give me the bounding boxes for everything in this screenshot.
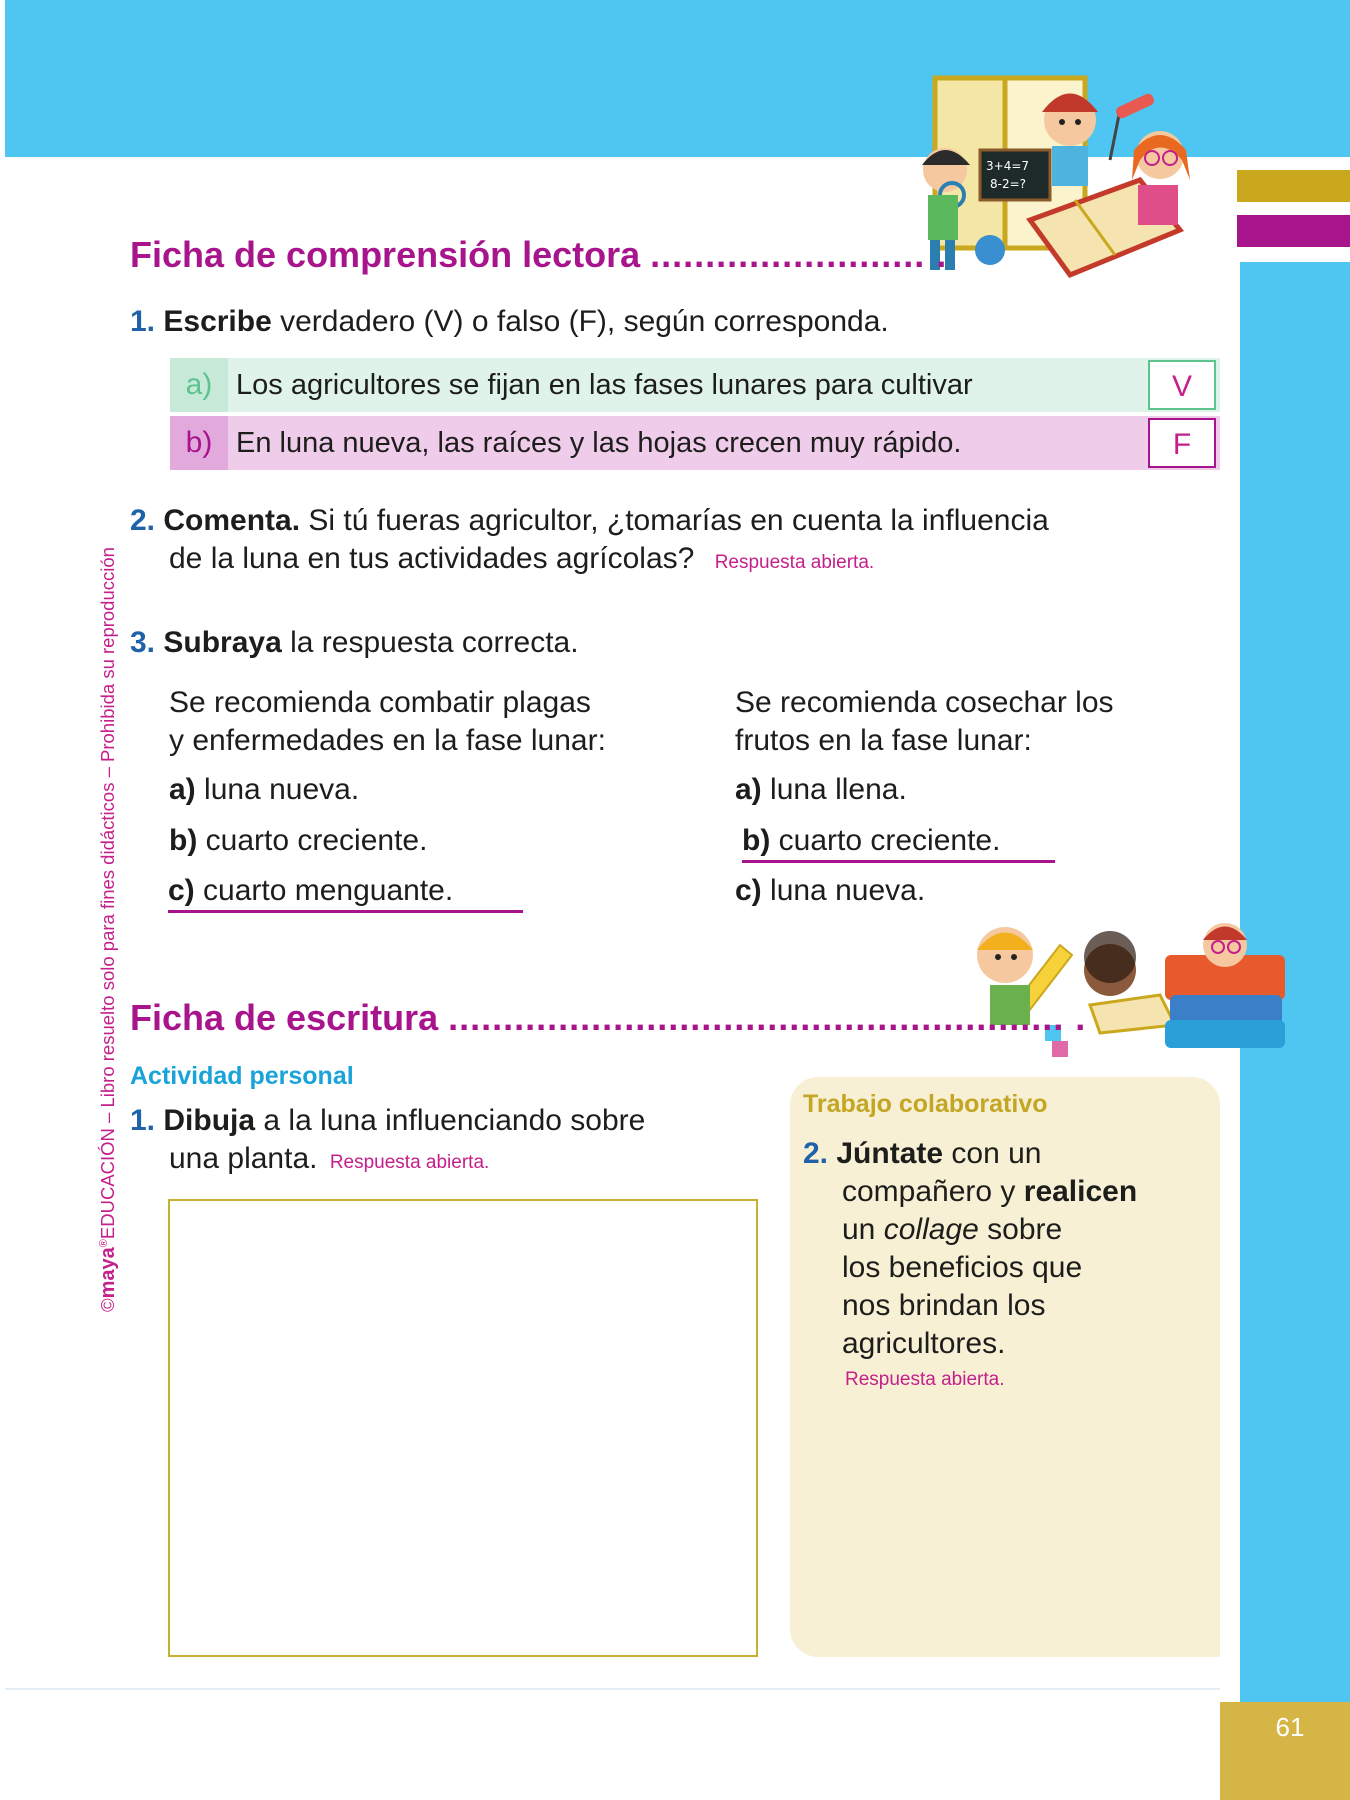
question-text-line2: de la luna en tus actividades agrícolas? [169,542,695,575]
svg-text:3+4=7: 3+4=7 [986,159,1030,173]
question-verb: Comenta. [163,504,301,537]
title-dots: ......................... . [650,234,948,275]
question-number: 1. [130,1104,156,1137]
writing-section-title: Ficha de escritura ........................................................ . [130,997,1087,1038]
personal-activity-label: Actividad personal [130,1062,354,1090]
magenta-stripe [1237,215,1350,247]
true-false-row-a [170,358,1220,412]
question-number: 3. [130,626,156,659]
globe-icon [975,235,1005,265]
title-dots: ........................................................ . [448,997,1087,1038]
copyright-symbol: © [97,1298,118,1312]
svg-text:8-2=?: 8-2=? [990,177,1027,191]
question-2 [130,502,1049,582]
q3-left-option-b[interactable]: b) cuarto creciente. [169,824,428,857]
copyright-sidebar [97,547,120,1312]
question-verb-2: realicen [1023,1175,1138,1208]
brand-name: maya [97,1247,119,1299]
drawing-area[interactable] [168,1199,758,1657]
writing-question-2: 2. Júntate con un compañero y realicen un collage sobre los beneficios que nos brindan los agricultores. Respuesta abierta. [803,1137,1138,1390]
telescope-icon [1110,110,1120,160]
row-letter: b) [170,416,228,470]
question-text-line2: una planta. [169,1142,318,1175]
question-text: verdadero (V) o falso (F), según corresponda. [271,305,889,338]
q3-right-prompt: Se recomienda cosechar los frutos en la fase lunar: [735,686,1114,757]
gold-stripe [1237,170,1350,202]
question-verb: Escribe [163,305,272,338]
q3-left-option-a[interactable]: a) luna nueva. [169,773,360,806]
q3-right-option-a[interactable]: a) luna llena. [735,773,907,806]
row-letter: a) [170,358,228,412]
page-number: 61 [1220,1702,1350,1800]
question-verb: Júntate [836,1137,944,1170]
question-text-line1: Si tú fueras agricultor, ¿tomarías en cuenta la influencia [300,504,1049,537]
open-answer-note: Respuesta abierta. [329,1152,490,1173]
open-answer-note: Respuesta abierta. [845,1369,1005,1390]
answer-box[interactable]: V [1148,360,1216,410]
header-band-edge [0,0,5,157]
chalkboard-icon [980,150,1050,200]
answer-box[interactable]: F [1148,418,1216,468]
statement-text: Los agricultores se fijan en las fases lunares para cultivar [236,369,973,401]
q3-left-option-c-underlined[interactable]: c) cuarto menguante. [168,874,523,913]
collaborative-label: Trabajo colaborativo [803,1090,1048,1118]
small-book-icon [1090,995,1175,1033]
question-1 [130,303,889,341]
question-text: la respuesta correcta. [281,626,579,659]
writing-question-1 [130,1102,645,1182]
question-verb: Dibuja [163,1104,256,1137]
registered-mark: ® [97,1239,110,1248]
question-number: 2. [130,504,156,537]
footer-divider [5,1688,1220,1690]
true-false-row-b [170,416,1220,470]
q3-right-option-c[interactable]: c) luna nueva. [735,874,926,907]
statement-text: En luna nueva, las raíces y las hojas crecen muy rápido. [236,427,962,459]
reading-section-title: Ficha de comprensión lectora ......................... . [130,234,948,275]
q3-right-option-b-underlined[interactable]: b) cuarto creciente. [742,824,1055,863]
open-answer-note: Respuesta abierta. [714,552,875,573]
question-3 [130,624,579,662]
question-number: 2. [803,1137,829,1170]
question-text-line1: a la luna influenciando sobre [255,1104,646,1137]
kids-writing-illustration [960,915,1290,1065]
question-verb: Subraya [163,626,282,659]
q3-left-prompt: Se recomienda combatir plagas y enfermedades en la fase lunar: [169,686,606,757]
copyright-text: EDUCACIÓN – Libro resuelto solo para fines didácticos – Prohibida su reproducción [97,547,118,1240]
question-number: 1. [130,305,156,338]
